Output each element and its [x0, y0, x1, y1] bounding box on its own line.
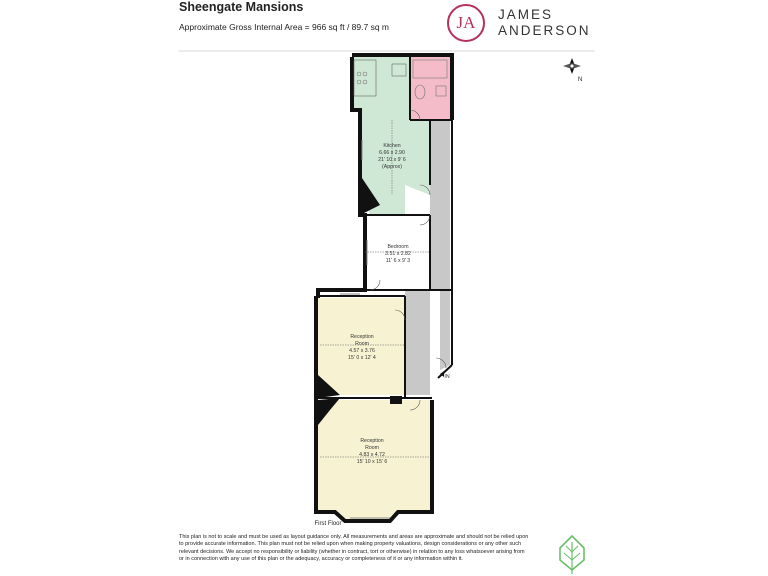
floor-label: First Floor: [314, 521, 342, 527]
reception2-metric: 4.83 x 4.72: [359, 452, 385, 458]
wall-pillar: [390, 396, 402, 404]
reception2-name-line1: Reception: [360, 438, 384, 444]
bedroom-imperial: 11' 6 x 9' 3: [385, 258, 411, 264]
kitchen-name: Kitchen: [383, 143, 401, 149]
reception2-name-line2: Room: [365, 445, 379, 451]
property-title: Sheengate Mansions: [179, 0, 304, 14]
disclaimer-text: This plan is not to scale and must be used as layout guidance only. All measurements and areas are approximate and should not be relied upon to provide accurate information. This plan must not be relied upon when making property valuations, design considerations or any other such relevant decisions. We accept no responsibility or liability (whether in contract, tort or otherwise) in relation to any loss whatsoever arising from or in connection with any use of this plan or the adequacy, accuracy or completeness of it or any information within it.: [179, 534, 529, 563]
brand-name-line1: JAMES: [498, 7, 554, 22]
brand-name-line2: ANDERSON: [498, 23, 591, 38]
compass-north-label: N: [578, 77, 583, 83]
brand-monogram-text: JA: [456, 13, 476, 32]
compass-icon: [563, 58, 581, 74]
entrance-label: IN: [444, 374, 450, 380]
reception1-metric: 4.57 x 3.76: [349, 348, 375, 354]
bedroom-name: Bedroom: [387, 244, 409, 250]
bathroom-fill: [410, 57, 450, 120]
reception1-imperial: 15' 0 x 12' 4: [348, 355, 376, 361]
kitchen-imperial: 21' 10 x 9' 6: [378, 157, 406, 163]
kitchen-metric: 6.66 x 2.90: [379, 150, 405, 156]
leaf-icon: [560, 536, 584, 574]
reception2-imperial: 15' 10 x 15' 6: [356, 459, 388, 465]
reception1-name-line2: Room: [355, 341, 369, 347]
gross-area-text: Approximate Gross Internal Area = 966 sq ft / 89.7 sq m: [179, 22, 390, 32]
reception1-name-line1: Reception: [350, 334, 374, 340]
bedroom-metric: 3.51 x 2.82: [385, 251, 411, 257]
kitchen-note: (Approx): [382, 164, 402, 170]
